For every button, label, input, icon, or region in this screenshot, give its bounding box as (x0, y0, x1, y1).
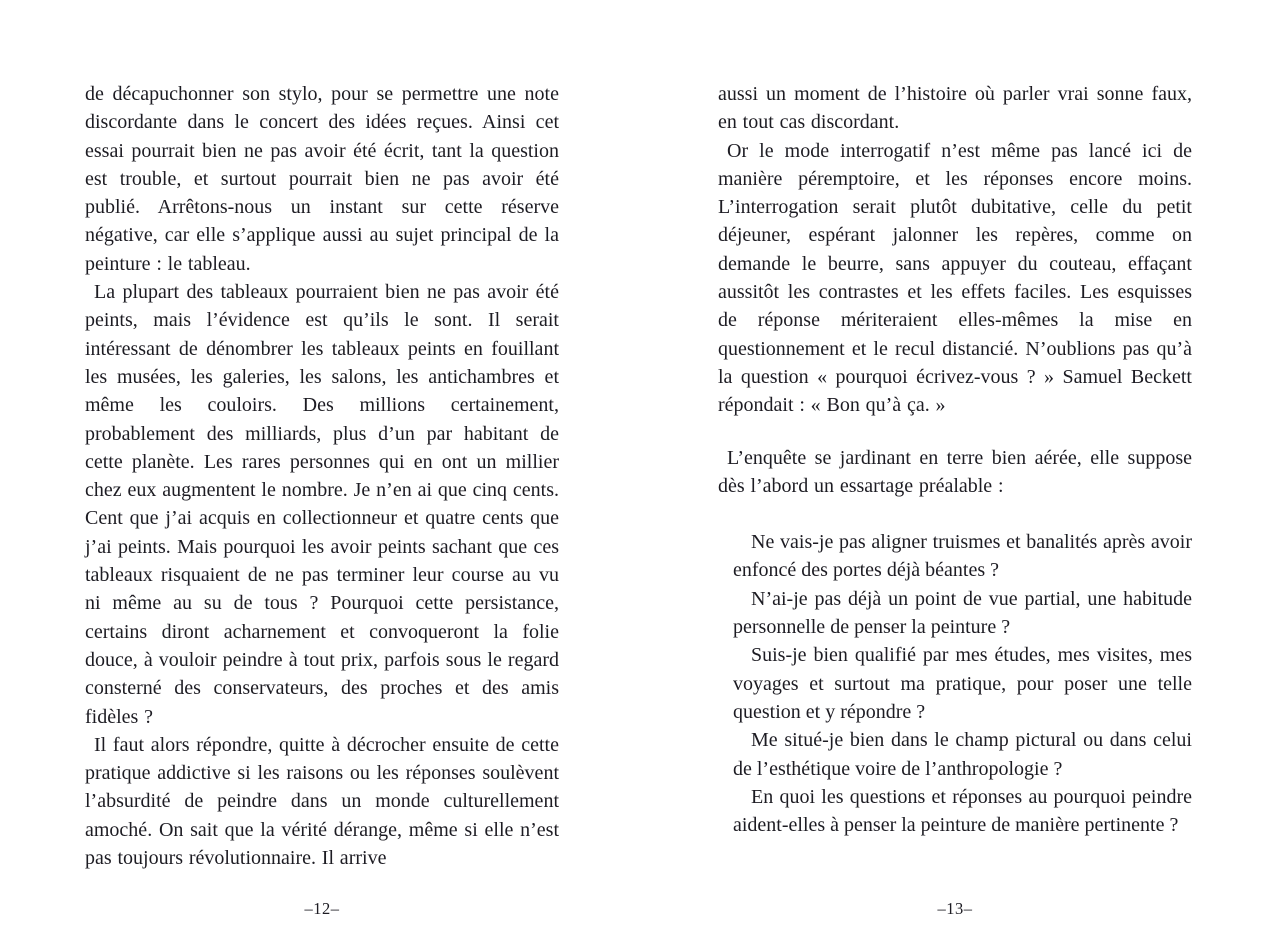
paragraph: La plupart des tableaux pourraient bien ne pas avoir été peints, mais l’évidence est qu’ils le sont. Il serait intéressant de dénombrer les tableaux peints en fouillant les musées, les galeries, les salons, les antichambres et même les couloirs. Des millions certainement, probablement des milliards, plus d’un par habitant de cette planète. Les rares personnes qui en ont un millier chez eux augmentent le nombre. Je n’en ai que cinq cents. Cent que j’ai acquis en collectionneur et quatre cents que j’ai peints. Mais pourquoi les avoir peints sachant que ces tableaux risquaient de ne pas terminer leur course au vu ni même au su de tous ? Pourquoi cette persistance, certains diront acharnement et convoqueront la folie douce, à vouloir peindre à tout prix, parfois sous le regard consterné des conservateurs, des proches et des amis fidèles ? (85, 281, 559, 728)
page-left (85, 0, 559, 949)
page-left-text (85, 80, 559, 872)
paragraph: Or le mode interrogatif n’est même pas lancé ici de manière péremptoire, et les réponses encore moins. L’interrogation serait plutôt dubitative, celle du petit déjeuner, espérant jalonner les repères, comme on demande le beurre, sans appuyer du couteau, effaçant aussitôt les contrastes et les effets faciles. Les esquisses de réponse mériteraient elles-mêmes la mise en questionnement et le recul distancié. N’oublions pas qu’à la question « pourquoi écrivez-vous ? » Samuel Beckett répondait : « Bon qu’à ça. » (718, 139, 1192, 417)
question-item: Ne vais-je pas aligner truismes et banalités après avoir enfoncé des portes déjà béantes ? (733, 531, 1192, 582)
questions-list (733, 528, 1192, 839)
question-item: N’ai-je pas déjà un point de vue partial, une habitude personnelle de penser la peinture ? (733, 587, 1192, 639)
question-item: Suis-je bien qualifié par mes études, mes visites, mes voyages et surtout ma pratique, pour poser une telle question et y répondre ? (733, 644, 1192, 723)
paragraph-continuation: de décapuchonner son stylo, pour se permettre une note discordante dans le concert des idées reçues. Ainsi cet essai pourrait bien ne pas avoir été écrit, tant la question est trouble, et surtout pourrait bien ne pas avoir été publié. Arrêtons-nous un instant sur cette réserve négative, car elle s’applique aussi au sujet principal de la peinture : le tableau. (85, 83, 559, 275)
page-right-text (718, 80, 1192, 839)
page-number-right: –13– (937, 899, 973, 918)
paragraph-intro: L’enquête se jardinant en terre bien aérée, elle suppose dès l’abord un essartage préalable : (718, 446, 1192, 497)
question-item: Me situé-je bien dans le champ pictural ou dans celui de l’esthétique voire de l’anthropologie ? (733, 729, 1192, 780)
paragraph-continuation: aussi un moment de l’histoire où parler vrai sonne faux, en tout cas discordant. (718, 83, 1192, 134)
page-right (718, 0, 1192, 949)
question-item: En quoi les questions et réponses au pourquoi peindre aident-elles à penser la peinture de manière pertinente ? (733, 785, 1192, 837)
page-number-left: –12– (304, 899, 340, 918)
paragraph: Il faut alors répondre, quitte à décrocher ensuite de cette pratique addictive si les raisons ou les réponses soulèvent l’absurdité de peindre dans un monde culturellement amoché. On sait que la vérité dérange, même si elle n’est pas toujours révolutionnaire. Il arrive (85, 733, 559, 870)
